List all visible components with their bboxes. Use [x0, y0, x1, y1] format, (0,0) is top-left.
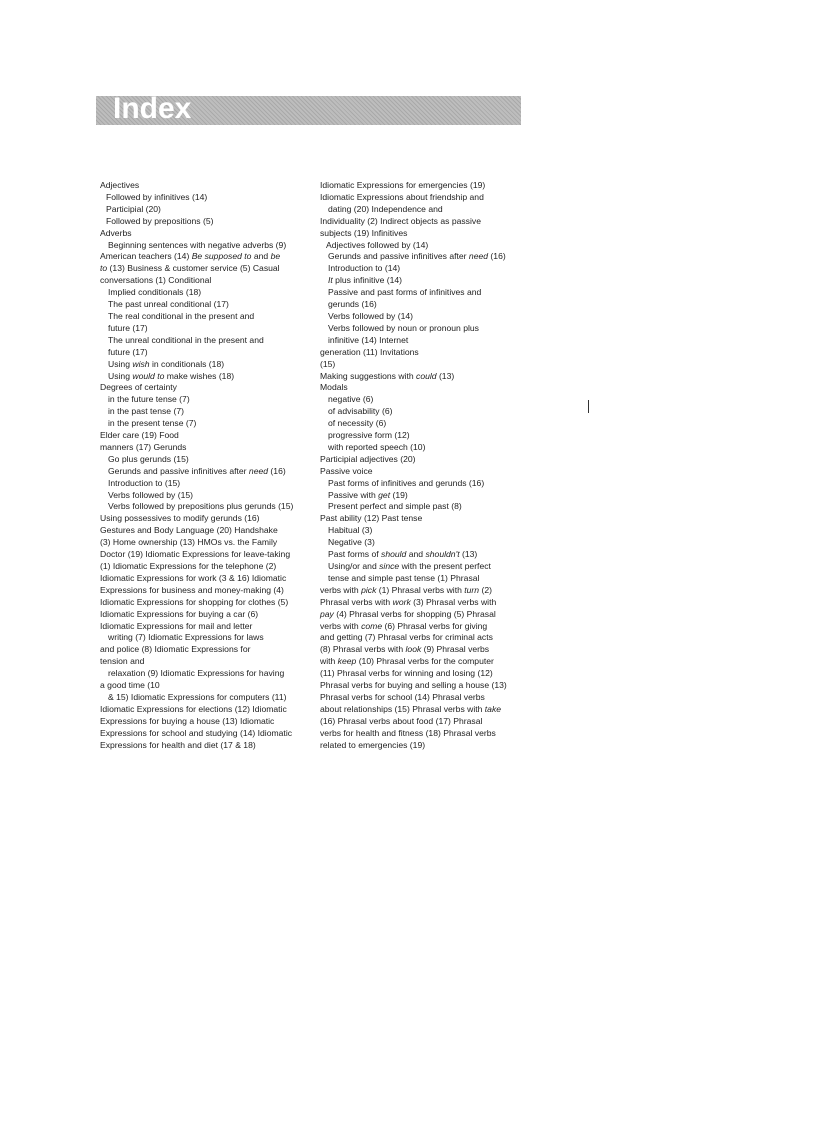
index-entry: Individuality (2) Indirect objects as passive	[320, 215, 481, 226]
index-title-band	[96, 92, 521, 125]
index-entry: Idiomatic Expressions for work (3 & 16) Idiomatic	[100, 572, 287, 583]
index-entry: Verbs followed by (14)	[328, 310, 414, 321]
index-entry: verbs with come (6) Phrasal verbs for giving	[320, 620, 488, 631]
index-entry: Gerunds and passive infinitives after need (16)	[108, 465, 286, 476]
index-entry: verbs with pick (1) Phrasal verbs with turn (2)	[320, 584, 492, 595]
index-entry: and getting (7) Phrasal verbs for criminal acts	[320, 632, 493, 643]
index-entry: Adjectives	[100, 180, 140, 190]
index-entry: in the future tense (7)	[108, 394, 190, 405]
index-entry: (3) Home ownership (13) HMOs vs. the Family	[100, 537, 278, 548]
index-entry: Using would to make wishes (18)	[108, 370, 235, 381]
index-entry: tension and	[100, 656, 145, 667]
index-entry: Habitual (3)	[328, 525, 373, 536]
index-entry: dating (20) Independence and	[328, 203, 443, 214]
index-entry: The unreal conditional in the present and	[108, 334, 264, 345]
index-entry: Expressions for business and money-making (4)	[100, 584, 284, 595]
index-entry: with keep (10) Phrasal verbs for the computer	[320, 656, 494, 667]
index-entry: Introduction to (15)	[108, 477, 181, 488]
index-entry: Gerunds and passive infinitives after need (16)	[328, 251, 506, 262]
index-entry: Elder care (19) Food	[100, 430, 179, 441]
index-entry: Verbs followed by prepositions plus gerunds (15)	[108, 501, 294, 512]
index-entry: Using wish in conditionals (18)	[108, 358, 225, 369]
index-entry: Doctor (19) Idiomatic Expressions for leave-taking	[100, 549, 291, 560]
index-entry: future (17)	[108, 346, 148, 357]
index-entry: Adjectives followed by (14)	[326, 239, 429, 250]
index-entry: Modals	[320, 382, 348, 393]
index-entry: Phrasal verbs with work (3) Phrasal verbs with	[320, 596, 497, 607]
index-entry: about relationships (15) Phrasal verbs with take	[320, 703, 502, 714]
index-entry: infinitive (14) Internet	[328, 334, 409, 345]
index-entry: Past forms of infinitives and gerunds (16)	[328, 477, 485, 488]
index-entry: Adverbs	[100, 227, 132, 238]
index-entry: in the present tense (7)	[108, 418, 197, 429]
index-column-right	[320, 180, 525, 752]
index-entry: Idiomatic Expressions about friendship and	[320, 191, 484, 202]
index-entry: related to emergencies (19)	[320, 739, 426, 750]
index-entry: of advisability (6)	[328, 406, 393, 417]
index-entry: (15)	[320, 358, 336, 369]
index-entry: Followed by infinitives (14)	[106, 191, 208, 202]
index-entry: Using possessives to modify gerunds (16)	[100, 513, 260, 524]
index-entry: American teachers (14) Be supposed to and be	[100, 251, 281, 262]
index-entry: Present perfect and simple past (8)	[328, 501, 462, 512]
index-entry: Beginning sentences with negative adverbs (9)	[108, 239, 287, 250]
index-entry: Idiomatic Expressions for mail and letter	[100, 620, 253, 631]
index-entry: Making suggestions with could (13)	[320, 370, 455, 381]
index-entry: Passive with get (19)	[328, 489, 408, 500]
index-entry: Phrasal verbs for buying and selling a house (13)	[320, 680, 507, 691]
index-entry: Verbs followed by noun or pronoun plus	[328, 322, 479, 333]
index-entry: Passive voice	[320, 465, 373, 476]
index-column-left	[100, 180, 315, 752]
index-entry: The past unreal conditional (17)	[108, 299, 229, 310]
index-entry: progressive form (12)	[328, 430, 410, 441]
index-entry: future (17)	[108, 322, 148, 333]
index-entry: (8) Phrasal verbs with look (9) Phrasal verbs	[320, 644, 490, 655]
index-entry: of necessity (6)	[328, 418, 387, 429]
index-entry: Expressions for health and diet (17 & 18)	[100, 739, 256, 750]
index-entry: Negative (3)	[328, 537, 375, 548]
index-entry: Phrasal verbs for school (14) Phrasal verbs	[320, 691, 485, 702]
index-entry: relaxation (9) Idiomatic Expressions for having	[108, 668, 285, 679]
index-entry: Degrees of certainty	[100, 382, 177, 393]
index-entry: to (13) Business & customer service (5) Casual	[100, 263, 280, 274]
index-entry: Participial adjectives (20)	[320, 453, 416, 464]
index-entry: Gestures and Body Language (20) Handshake	[100, 525, 278, 536]
margin-mark	[588, 400, 589, 413]
index-entry: It plus infinitive (14)	[328, 275, 403, 286]
index-entry: generation (11) Invitations	[320, 346, 419, 357]
page-title: Index	[113, 92, 192, 125]
index-entry: Introduction to (14)	[328, 263, 401, 274]
index-entry: Idiomatic Expressions for buying a car (6)	[100, 608, 259, 619]
index-entry: Followed by prepositions (5)	[106, 215, 214, 226]
index-entry: Expressions for buying a house (13) Idiomatic	[100, 715, 275, 726]
index-entry: gerunds (16)	[328, 299, 377, 310]
index-entry: manners (17) Gerunds	[100, 441, 187, 452]
index-entry: Expressions for school and studying (14) Idiomatic	[100, 727, 293, 738]
index-entry: writing (7) Idiomatic Expressions for laws	[108, 632, 264, 643]
index-entry: Idiomatic Expressions for shopping for clothes (5)	[100, 596, 289, 607]
index-entry: Go plus gerunds (15)	[108, 453, 189, 464]
index-entry: subjects (19) Infinitives	[320, 227, 408, 238]
index-entry: Idiomatic Expressions for emergencies (19)	[320, 180, 486, 190]
index-entry: The real conditional in the present and	[108, 310, 255, 321]
index-entry: Participial (20)	[106, 203, 161, 214]
index-entry: Verbs followed by (15)	[108, 489, 194, 500]
index-entry: Implied conditionals (18)	[108, 287, 202, 298]
index-entry: verbs for health and fitness (18) Phrasal verbs	[320, 727, 496, 738]
index-entry: Idiomatic Expressions for elections (12) Idiomatic	[100, 703, 287, 714]
index-entry: & 15) Idiomatic Expressions for computers (11)	[108, 691, 287, 702]
index-entry: pay (4) Phrasal verbs for shopping (5) Phrasal	[320, 608, 496, 619]
index-entry: Past forms of should and shouldn't (13)	[328, 549, 478, 560]
index-entry: and police (8) Idiomatic Expressions for	[100, 644, 251, 655]
index-entry: Past ability (12) Past tense	[320, 513, 423, 524]
index-entry: Using/or and since with the present perfect	[328, 561, 491, 571]
index-entry: tense and simple past tense (1) Phrasal	[328, 572, 480, 583]
index-entry: (16) Phrasal verbs about food (17) Phrasal	[320, 715, 483, 726]
index-entry: (1) Idiomatic Expressions for the telephone (2)	[100, 561, 277, 571]
index-entry: negative (6)	[328, 394, 374, 405]
index-entry: in the past tense (7)	[108, 406, 184, 417]
index-entry: Passive and past forms of infinitives and	[328, 287, 482, 298]
index-entry: a good time (10	[100, 680, 160, 691]
index-entry: with reported speech (10)	[328, 441, 426, 452]
index-entry: (11) Phrasal verbs for winning and losing (12)	[320, 668, 493, 679]
index-entry: conversations (1) Conditional	[100, 275, 212, 286]
